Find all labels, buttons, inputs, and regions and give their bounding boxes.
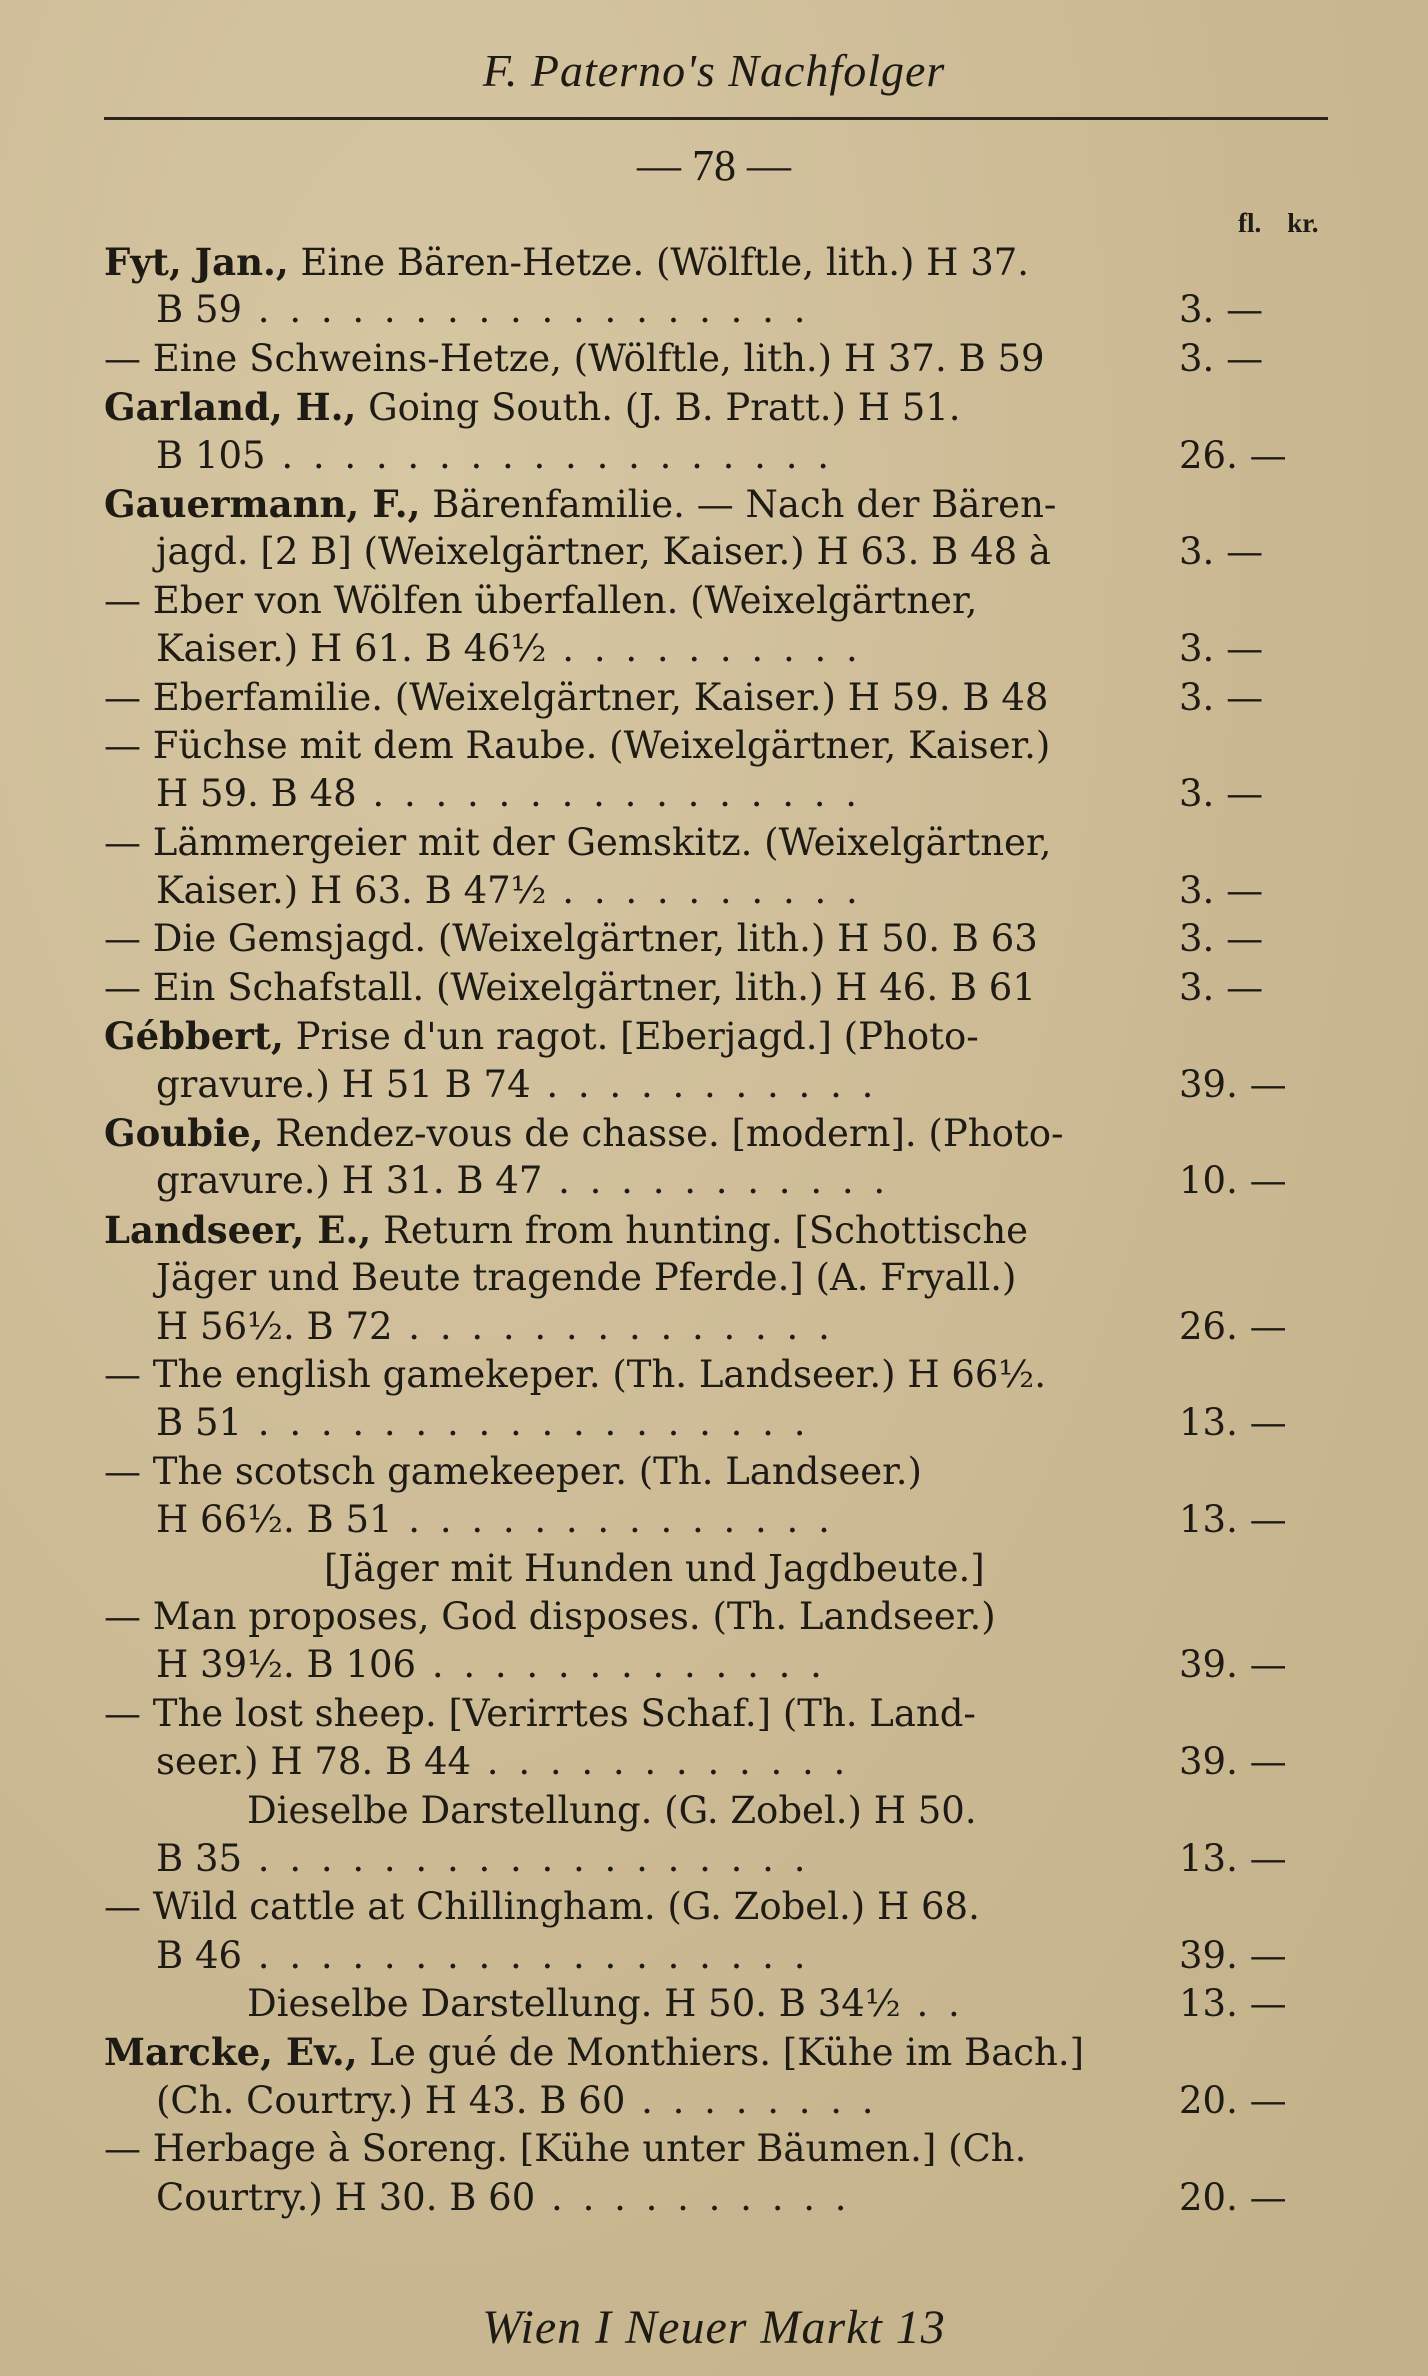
entry-text xyxy=(104,1593,1179,1641)
price: 13. — xyxy=(1179,1498,1287,1542)
entry-text xyxy=(104,1254,1179,1302)
entry-text xyxy=(104,577,1179,625)
entry-description: gravure.) H 51 B 74 xyxy=(156,1062,531,1106)
entry-line xyxy=(104,2125,1328,2173)
entry-line xyxy=(104,1835,1328,1883)
artist-name: Fyt, Jan., xyxy=(104,240,289,284)
entry-text xyxy=(104,1448,1179,1496)
entry-description: (Ch. Courtry.) H 43. B 60 xyxy=(156,2078,626,2122)
leader-dots: . . . . . . . . . . . xyxy=(530,1062,878,1106)
entry-description: seer.) H 78. B 44 xyxy=(156,1740,472,1784)
entry-line xyxy=(104,1448,1328,1496)
entry-description: — Wild cattle at Chillingham. (G. Zobel.) H 68. xyxy=(104,1885,980,1929)
leader-dots: . . . . . . . . . . . . . . . . . . xyxy=(242,1401,810,1445)
entry-line xyxy=(104,1883,1328,1931)
page-number: — 78 — xyxy=(637,141,791,190)
price: 3. — xyxy=(1179,530,1264,574)
entry-text xyxy=(104,1157,1179,1205)
entry-text xyxy=(104,480,1179,529)
entry-text xyxy=(104,1545,1179,1593)
entry-text xyxy=(104,674,1179,722)
entry-description: Eine Bären-Hetze. (Wölftle, lith.) H 37. xyxy=(288,241,1030,284)
entry-text xyxy=(104,2028,1179,2077)
entry-line xyxy=(104,286,1328,334)
entry-text xyxy=(104,1738,1179,1786)
entry-description: — Herbage à Soreng. [Kühe unter Bäumen.] (Ch. xyxy=(104,2127,1027,2171)
entry-line xyxy=(104,1932,1328,1980)
entry-line xyxy=(104,335,1328,383)
leader-dots: . . . . . . . . . . . . . . . . . . xyxy=(242,288,810,332)
entry-line xyxy=(104,1399,1328,1447)
entry-text xyxy=(104,2077,1179,2125)
price: 39. — xyxy=(1179,1062,1287,1106)
entry-description: Bärenfamilie. — Nach der Bären- xyxy=(420,482,1057,526)
entry-description: H 59. B 48 xyxy=(156,772,357,816)
page-footer: Wien I Neuer Markt 13 xyxy=(482,2301,946,2354)
leader-dots: . . . . . . . . . . . . xyxy=(471,1740,850,1784)
price: 13. — xyxy=(1179,1401,1287,1445)
entry-line xyxy=(104,1157,1328,1205)
entry-text xyxy=(104,1351,1179,1399)
entry-text xyxy=(104,1061,1179,1109)
entry-line xyxy=(104,2174,1328,2222)
entry-description: — Eine Schweins-Hetze, (Wölftle, lith.) H 37. B 59 xyxy=(104,336,1045,380)
entry-description: — Die Gemsjagd. (Weixelgärtner, lith.) H 50. B 63 xyxy=(104,917,1038,961)
entry-description: — Man proposes, God disposes. (Th. Landseer.) xyxy=(104,1594,996,1638)
leader-dots: . . . . . . . . . . xyxy=(535,2175,851,2219)
entry-line xyxy=(104,1061,1328,1109)
price: 3. — xyxy=(1179,288,1264,332)
entry-description: B 59 xyxy=(156,288,243,332)
entry-text xyxy=(104,1496,1179,1544)
leader-dots: . . . . . . . . . . xyxy=(546,627,862,671)
entry-line xyxy=(104,1351,1328,1399)
leader-dots: . . . . . . . . . . . . . . xyxy=(392,1498,834,1542)
column-fl: fl. xyxy=(1238,208,1262,238)
entry-description: H 39½. B 106 xyxy=(156,1643,417,1687)
entry-line xyxy=(104,1254,1328,1302)
entry-description: B 51 xyxy=(156,1401,243,1445)
price: 3. — xyxy=(1179,965,1264,1009)
entry-text xyxy=(104,286,1179,334)
leader-dots: . . xyxy=(900,1982,964,2026)
entry-text xyxy=(104,1109,1179,1158)
entry-line xyxy=(104,819,1328,867)
entry-line xyxy=(104,1012,1328,1060)
leader-dots: . . . . . . . . . . . xyxy=(542,1159,890,1203)
entry-description: — Füchse mit dem Raube. (Weixelgärtner, Kaiser.) xyxy=(104,723,1051,767)
leader-dots: . . . . . . . . . . xyxy=(546,869,862,913)
entry-text xyxy=(104,1980,1179,2028)
entry-description: Le gué de Monthiers. [Kühe im Bach.] xyxy=(357,2031,1085,2075)
entry-description: Rendez-vous de chasse. [modern]. (Photo- xyxy=(263,1112,1064,1156)
entry-line xyxy=(104,1738,1328,1786)
entry-text xyxy=(104,1012,1179,1061)
entry-description: Return from hunting. [Schottische xyxy=(371,1208,1029,1252)
artist-name: Gauermann, F., xyxy=(104,481,421,526)
leader-dots: . . . . . . . . . . . . . . . . xyxy=(356,772,862,816)
price: 13. — xyxy=(1179,1982,1287,2026)
entry-line xyxy=(104,238,1328,286)
entry-line xyxy=(104,770,1328,818)
price-column-headers xyxy=(1238,208,1345,239)
entry-description: Kaiser.) H 63. B 47½ xyxy=(156,869,547,913)
entry-description: Going South. (J. B. Pratt.) H 51. xyxy=(356,386,961,430)
entry-description: Courtry.) H 30. B 60 xyxy=(156,2175,536,2219)
entry-description: B 46 xyxy=(156,1933,243,1977)
entry-line xyxy=(104,432,1328,480)
artist-name: Marcke, Ev., xyxy=(104,2030,358,2075)
entry-line xyxy=(104,528,1328,576)
artist-name: Landseer, E., xyxy=(104,1207,372,1252)
entry-text xyxy=(104,1399,1179,1447)
price: 20. — xyxy=(1179,2078,1287,2122)
entry-line xyxy=(104,867,1328,915)
entry-text xyxy=(104,770,1179,818)
entry-description: gravure.) H 31. B 47 xyxy=(156,1159,543,1203)
entry-line xyxy=(104,1496,1328,1544)
price: 20. — xyxy=(1179,2175,1287,2219)
entry-line xyxy=(104,1593,1328,1641)
entry-text xyxy=(104,625,1179,673)
entry-line xyxy=(104,964,1328,1012)
price: 3. — xyxy=(1179,869,1264,913)
entry-line xyxy=(104,674,1328,722)
entry-text xyxy=(104,432,1179,480)
price: 3. — xyxy=(1179,336,1264,380)
entry-line xyxy=(104,1690,1328,1738)
artist-name: Goubie, xyxy=(104,1111,264,1156)
entry-text xyxy=(104,1641,1179,1689)
entry-line xyxy=(104,383,1328,431)
entry-text xyxy=(104,528,1179,576)
price: 39. — xyxy=(1179,1740,1287,1784)
entry-description: Prise d'un ragot. [Eberjagd.] (Photo- xyxy=(283,1015,979,1059)
price: 3. — xyxy=(1179,675,1264,719)
entry-description: H 66½. B 51 xyxy=(156,1498,393,1542)
entry-line xyxy=(104,722,1328,770)
header-rule xyxy=(104,117,1328,120)
leader-dots: . . . . . . . . . . . . . . . . . . xyxy=(242,1933,810,1977)
entry-text xyxy=(104,867,1179,915)
entry-description: Dieselbe Darstellung. H 50. B 34½ xyxy=(247,1982,901,2026)
leader-dots: . . . . . . . . xyxy=(625,2078,878,2122)
entry-line xyxy=(104,625,1328,673)
entry-description: — Eber von Wölfen überfallen. (Weixelgärtner, xyxy=(104,578,978,622)
entry-description: — Ein Schafstall. (Weixelgärtner, lith.) H 46. B 61 xyxy=(104,965,1036,1009)
entry-text xyxy=(104,1932,1179,1980)
catalog-entries xyxy=(104,238,1328,2222)
price: 3. — xyxy=(1179,917,1264,961)
entry-description: Dieselbe Darstellung. (G. Zobel.) H 50. xyxy=(247,1788,977,1832)
entry-text xyxy=(104,819,1179,867)
entry-text xyxy=(104,238,1179,287)
leader-dots: . . . . . . . . . . . . . xyxy=(416,1643,826,1687)
entry-text xyxy=(104,722,1179,770)
price: 26. — xyxy=(1179,1304,1287,1348)
entry-line xyxy=(104,2028,1328,2076)
entry-text xyxy=(104,1787,1179,1835)
price: 13. — xyxy=(1179,1836,1287,1880)
entry-line xyxy=(104,1303,1328,1351)
price: 26. — xyxy=(1179,433,1287,477)
entry-description: — Lämmergeier mit der Gemskitz. (Weixelgärtner, xyxy=(104,820,1052,864)
entry-text xyxy=(104,1206,1179,1255)
entry-description: H 56½. B 72 xyxy=(156,1304,393,1348)
entry-line xyxy=(104,915,1328,963)
entry-line xyxy=(104,1641,1328,1689)
entry-description: Kaiser.) H 61. B 46½ xyxy=(156,627,547,671)
artist-name: Gébbert, xyxy=(104,1014,284,1059)
price: 39. — xyxy=(1179,1933,1287,1977)
entry-description: jagd. [2 B] (Weixelgärtner, Kaiser.) H 63. B 48 à xyxy=(156,530,1051,574)
entry-line xyxy=(104,1980,1328,2028)
entry-description: B 35 xyxy=(156,1836,243,1880)
entry-text xyxy=(104,1883,1179,1931)
entry-text xyxy=(104,2125,1179,2173)
entry-description: — The scotsch gamekeeper. (Th. Landseer.) xyxy=(104,1449,922,1493)
artist-name: Garland, H., xyxy=(104,385,357,430)
entry-text xyxy=(104,1690,1179,1738)
entry-line xyxy=(104,480,1328,528)
entry-description: — The lost sheep. [Verirrtes Schaf.] (Th. Land- xyxy=(104,1691,976,1735)
entry-line xyxy=(104,1206,1328,1254)
leader-dots: . . . . . . . . . . . . . . xyxy=(392,1304,834,1348)
entry-line xyxy=(104,1787,1328,1835)
entry-text xyxy=(104,1303,1179,1351)
page-header: F. Paterno's Nachfolger xyxy=(482,45,946,96)
entry-line xyxy=(104,1109,1328,1157)
entry-line xyxy=(104,2077,1328,2125)
leader-dots: . . . . . . . . . . . . . . . . . . xyxy=(242,1836,810,1880)
price: 3. — xyxy=(1179,627,1264,671)
entry-line xyxy=(104,577,1328,625)
entry-text xyxy=(104,915,1179,963)
entry-line xyxy=(104,1545,1328,1593)
price: 10. — xyxy=(1179,1159,1287,1203)
price: 3. — xyxy=(1179,772,1264,816)
entry-text xyxy=(104,1835,1179,1883)
column-kr: kr. xyxy=(1287,208,1319,238)
leader-dots: . . . . . . . . . . . . . . . . . . xyxy=(265,433,833,477)
entry-description: Jäger und Beute tragende Pferde.] (A. Fryall.) xyxy=(156,1256,1017,1300)
entry-description: — Eberfamilie. (Weixelgärtner, Kaiser.) H 59. B 48 xyxy=(104,675,1049,719)
entry-text xyxy=(104,964,1179,1012)
entry-description: — The english gamekeper. (Th. Landseer.) H 66½. xyxy=(104,1352,1047,1396)
price: 39. — xyxy=(1179,1643,1287,1687)
entry-text xyxy=(104,335,1179,383)
entry-text xyxy=(104,2174,1179,2222)
entry-description: B 105 xyxy=(156,433,266,477)
entry-text xyxy=(104,383,1179,432)
entry-description: [Jäger mit Hunden und Jagdbeute.] xyxy=(324,1546,985,1590)
